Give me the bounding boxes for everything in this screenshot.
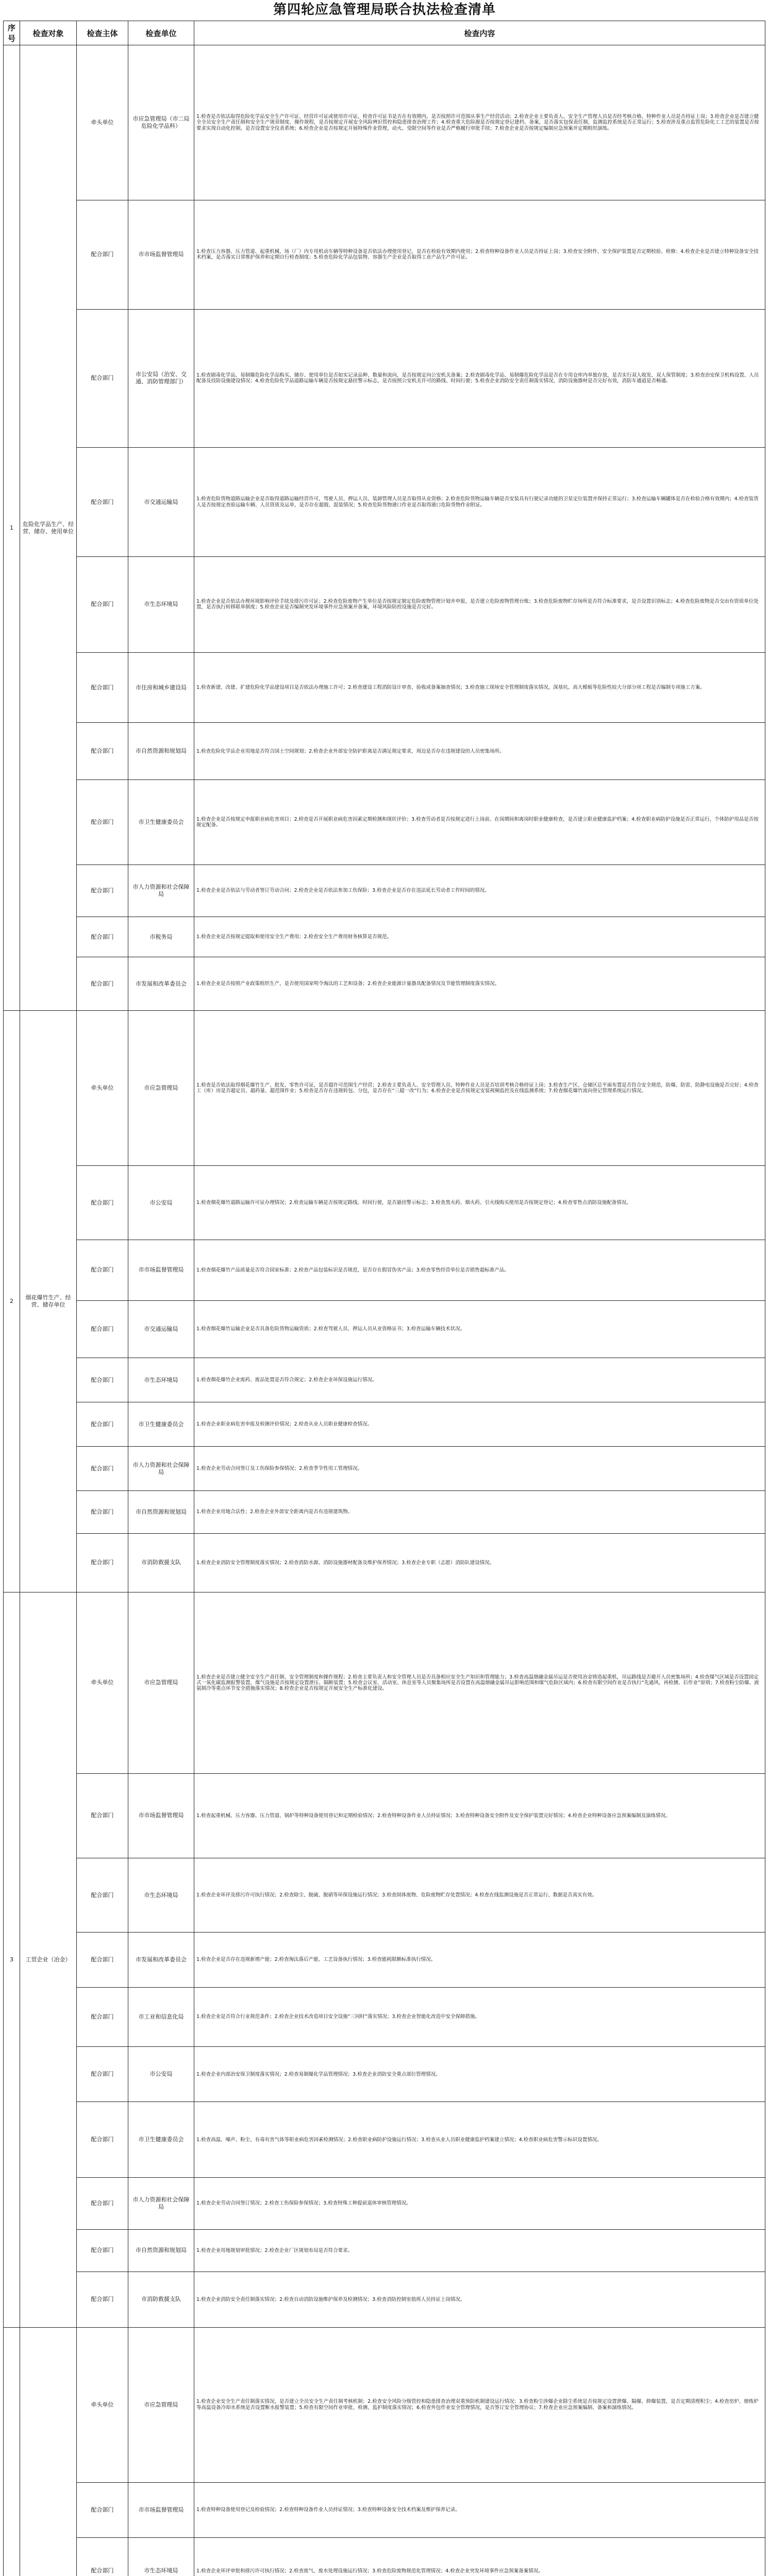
- cell-unit: 市消防救援支队: [128, 1533, 194, 1592]
- cell-unit: 市卫生健康委员会: [128, 2102, 194, 2178]
- cell-unit: 市生态环境局: [128, 2538, 194, 2576]
- cell-content: 1.检查企业消防安全管理制度落实情况；2.检查消防水源、消防设施器材配备及维护保养情况；3.检查企业专职（志愿）消防队建设情况。: [194, 1533, 765, 1592]
- cell-subject: 配合部门: [77, 1858, 128, 1932]
- cell-unit: 市自然资源和规划局: [128, 1491, 194, 1533]
- cell-unit: 市税务局: [128, 917, 194, 957]
- table-row: [4, 309, 765, 448]
- cell-content: 1.检查企业是否存在违规新增产能；2.检查淘汰落后产能、工艺设备执行情况；3.检查能耗限额标准执行情况。: [194, 1932, 765, 1988]
- cell-subject: 配合部门: [77, 2538, 128, 2576]
- cell-subject: 配合部门: [77, 2102, 128, 2178]
- cell-unit: 市发展和改革委员会: [128, 1932, 194, 1988]
- cell-subject: 配合部门: [77, 2229, 128, 2272]
- cell-subject: 配合部门: [77, 1491, 128, 1533]
- table-row: [4, 1858, 765, 1932]
- table-row: [4, 1358, 765, 1402]
- cell-subject: 牵头单位: [77, 2327, 128, 2482]
- cell-content: 1.检查企业用地规划审批情况；2.检查企业厂区规划布局是否符合要求。: [194, 2229, 765, 2272]
- table-row: [4, 1592, 765, 1773]
- cell-content: 1.检查危险化学品企业用地是否符合国土空间规划；2.检查企业外部安全防护距离是否满足规定要求，周边是否存在违规建设的人员密集场所。: [194, 723, 765, 780]
- table-row: [4, 1240, 765, 1300]
- table-body: [4, 45, 765, 2576]
- cell-content: 1.检查企业安全生产责任制落实情况，是否建立全员安全生产责任制考核机制；2.检查安全风险分级管控和隐患排查治理双重预防机制建设运行情况；3.检查粉尘涉爆企业除尘系统是否按规定设置泄爆、隔爆、抑爆装置，是否定期清理积尘；4.检查窑炉、熔炼炉等高温设备冷却水系统是否设置断水报警装置；5.检查有限空间作业审批、检测、监护制度落实情况；6.检查外包作业安全管理情况，是否签订安全管理协议；7.检查企业应急预案编制、备案和演练情况。: [194, 2327, 765, 2482]
- cell-subject: 配合部门: [77, 2046, 128, 2102]
- cell-unit: 市生态环境局: [128, 1858, 194, 1932]
- cell-subject: 牵头单位: [77, 1011, 128, 1166]
- cell-subject: 配合部门: [77, 1166, 128, 1240]
- cell-subject: 配合部门: [77, 1240, 128, 1300]
- table-row: [4, 1773, 765, 1858]
- cell-no: 2: [4, 1011, 20, 1592]
- cell-unit: 市住房和城乡建设局: [128, 653, 194, 723]
- cell-subject: 配合部门: [77, 1402, 128, 1447]
- cell-unit: 市市场监督管理局: [128, 200, 194, 309]
- cell-content: 1.检查企业是否依法办理环境影响评价手续及排污许可证；2.检查危险废物产生单位是否按规定制定危险废物管理计划并申报，是否建立危险废物管理台账；3.检查危险废物贮存场所是否符合标准要求，是否设置识别标志；4.检查危险废物是否交由有资质单位处置，是否执行转移联单制度；5.检查企业是否编制突发环境事件应急预案并备案，环境风险防控设施是否完好。: [194, 556, 765, 652]
- cell-unit: 市市场监督管理局: [128, 2482, 194, 2538]
- cell-content: 1.检查烟花爆竹运输企业是否具备危险货物运输资质；2.检查驾驶人员、押运人员从业资格证书；3.检查运输车辆技术状况。: [194, 1301, 765, 1358]
- table-row: [4, 1447, 765, 1491]
- table-row: [4, 957, 765, 1011]
- cell-content: 1.检查企业内部治安保卫制度落实情况；2.检查易制爆化学品管理情况；3.检查企业消防安全重点部位管理情况。: [194, 2046, 765, 2102]
- cell-content: 1.检查企业是否建立健全安全生产责任制、安全管理制度和操作规程；2.检查主要负责人和安全管理人员是否具备相应安全生产知识和管理能力；3.检查高温熔融金属吊运是否使用冶金铸造起重机，吊运路线是否避开人员密集场所；4.检查煤气区域是否设置固定式一氧化碳监测报警装置，煤气设施是否按规定设置泄压、隔断装置；5.检查会议室、活动室、休息室等人员聚集场所是否设置在高温熔融金属吊运影响范围和煤气危险区域内；6.检查有限空间作业是否执行“先通风、再检测、后作业”原则；7.检查粉尘防爆、液氨制冷等重点环节安全措施落实情况；8.检查企业是否按规定开展安全生产标准化建设。: [194, 1592, 765, 1773]
- cell-content: 1.检查企业是否按规定提取和使用安全生产费用；2.检查安全生产费用财务核算是否规范。: [194, 917, 765, 957]
- cell-unit: 市人力资源和社会保障局: [128, 1447, 194, 1491]
- cell-unit: 市交通运输局: [128, 448, 194, 556]
- cell-unit: 市应急管理局: [128, 1592, 194, 1773]
- cell-subject: 配合部门: [77, 1773, 128, 1858]
- cell-subject: 配合部门: [77, 1301, 128, 1358]
- cell-subject: 配合部门: [77, 917, 128, 957]
- cell-object: [20, 2327, 77, 2576]
- table-row: [4, 2482, 765, 2538]
- cell-unit: 市消防救援支队: [128, 2272, 194, 2328]
- table-row: [4, 2327, 765, 2482]
- cell-unit: 市公安局: [128, 2046, 194, 2102]
- cell-unit: 市公安局: [128, 1166, 194, 1240]
- cell-unit: 市交通运输局: [128, 1301, 194, 1358]
- cell-unit: 市市场监督管理局: [128, 1240, 194, 1300]
- cell-content: 1.检查是否依法取得危险化学品安全生产许可证、经营许可证或使用许可证，检查许可证书是否在有效期内，是否按照许可范围从事生产经营活动；2.检查企业主要负责人、安全生产管理人员是否经考核合格，特种作业人员是否持证上岗；3.检查企业是否建立健全全员安全生产责任制和安全生产规章制度、操作规程，是否按规定开展安全风险辨识管控和隐患排查治理工作；4.检查重大危险源是否按规定登记建档、备案，是否落实包保责任制，监测监控系统是否正常运行；5.检查涉及重点监管危险化工工艺的装置是否按要求实现自动化控制，是否设置安全仪表系统；6.检查企业是否按规定开展特殊作业管理，动火、受限空间等作业是否严格履行审批手续；7.检查企业是否按规定编制应急预案并定期组织演练。: [194, 45, 765, 200]
- cell-unit: 市市场监督管理局: [128, 1773, 194, 1858]
- table-row: [4, 653, 765, 723]
- cell-subject: 配合部门: [77, 1358, 128, 1402]
- cell-content: 1.检查企业环评及排污许可执行情况；2.检查除尘、脱硫、脱硝等环保设施运行情况；3.检查固体废物、危险废物贮存处置情况；4.检查在线监测设施是否正常运行、数据是否真实有效。: [194, 1858, 765, 1932]
- cell-no: [4, 2327, 20, 2576]
- cell-subject: 配合部门: [77, 723, 128, 780]
- cell-subject: 牵头单位: [77, 45, 128, 200]
- table-row: [4, 2272, 765, 2328]
- table-row: [4, 2046, 765, 2102]
- cell-unit: 市人力资源和社会保障局: [128, 865, 194, 917]
- table-row: [4, 1301, 765, 1358]
- cell-content: 1.检查企业环评审批和排污许可执行情况；2.检查废气、废水处理设施运行情况；3.检查危险废物规范化管理情况；4.检查企业突发环境事件应急预案备案情况。: [194, 2538, 765, 2576]
- cell-unit: 市应急管理局: [128, 2327, 194, 2482]
- cell-unit: 市应急管理局: [128, 1011, 194, 1166]
- table-row: [4, 2178, 765, 2229]
- cell-object: 危险化学品生产、经营、储存、使用单位: [20, 45, 77, 1011]
- cell-subject: 配合部门: [77, 1988, 128, 2047]
- cell-content: 1.检查高温、噪声、粉尘、有毒有害气体等职业病危害因素检测情况；2.检查职业病防护设施运行情况；3.检查从业人员职业健康监护档案建立情况；4.检查职业病危害警示标识设置情况。: [194, 2102, 765, 2178]
- header-subject: 检查主体: [77, 21, 128, 45]
- cell-no: 1: [4, 45, 20, 1011]
- cell-content: 1.检查压力容器、压力管道、起重机械、场（厂）内专用机动车辆等特种设备是否依法办理使用登记，是否在检验有效期内使用；2.检查特种设备作业人员是否持证上岗；3.检查安全附件、安全保护装置是否定期校验、检修；4.检查企业是否建立特种设备安全技术档案，是否落实日常维护保养和定期自行检查制度；5.检查危险化学品包装物、容器生产企业是否取得工业产品生产许可证。: [194, 200, 765, 309]
- table-row: [4, 45, 765, 200]
- header-object: 检查对象: [20, 21, 77, 45]
- cell-subject: 配合部门: [77, 200, 128, 309]
- table-row: [4, 448, 765, 556]
- table-row: [4, 2538, 765, 2576]
- cell-subject: 配合部门: [77, 2272, 128, 2328]
- table-row: [4, 2102, 765, 2178]
- cell-content: 1.检查烟花爆竹企业废药、废品处置是否符合规定；2.检查企业环保设施运行情况。: [194, 1358, 765, 1402]
- cell-content: 1.检查剧毒化学品、易制爆危险化学品购买、储存、使用单位是否如实记录品种、数量和流向，是否按规定向公安机关备案；2.检查剧毒化学品、易制爆危险化学品是否在专用仓库内单独存放，是否实行双人收发、双人保管制度；3.检查治安保卫机构设置、人员配备及技防设施建设情况；4.检查危险化学品道路运输车辆是否按规定悬挂警示标志，是否按照公安机关许可的路线、时间行驶；5.检查企业消防安全责任制落实情况，消防设施器材是否完好有效，消防车通道是否畅通。: [194, 309, 765, 448]
- cell-subject: 配合部门: [77, 448, 128, 556]
- cell-content: 1.检查企业职业病危害申报及检测评价情况；2.检查从业人员职业健康检查情况。: [194, 1402, 765, 1447]
- cell-unit: 市工业和信息化局: [128, 1988, 194, 2047]
- cell-subject: 配合部门: [77, 780, 128, 865]
- cell-subject: 配合部门: [77, 2178, 128, 2229]
- document-title: 第四轮应急管理局联合执法检查清单: [273, 2, 496, 18]
- cell-content: 1.检查企业是否符合行业规范条件；2.检查企业技术改造项目安全设施“三同时”落实情况；3.检查企业智能化改造中安全保障措施。: [194, 1988, 765, 2047]
- header-no: 序号: [4, 21, 20, 45]
- cell-object: 烟花爆竹生产、经营、储存单位: [20, 1011, 77, 1592]
- cell-unit: 市卫生健康委员会: [128, 1402, 194, 1447]
- cell-content: 1.检查企业消防安全责任制落实情况；2.检查自动消防设施维护保养及检测情况；3.检查消防控制室值班人员持证上岗情况。: [194, 2272, 765, 2328]
- cell-content: 1.检查起重机械、压力容器、压力管道、锅炉等特种设备使用登记和定期检验情况；2.检查特种设备作业人员持证情况；3.检查特种设备安全附件及安全保护装置完好情况；4.检查企业特种设备应急预案编制及演练情况。: [194, 1773, 765, 1858]
- table-row: [4, 723, 765, 780]
- cell-unit: 市应急管理局（市二局危险化学品科）: [128, 45, 194, 200]
- cell-unit: 市人力资源和社会保障局: [128, 2178, 194, 2229]
- cell-subject: 牵头单位: [77, 1592, 128, 1773]
- cell-content: 1.检查是否依法取得烟花爆竹生产、批发、零售许可证，是否超许可范围生产经营；2.检查主要负责人、安全管理人员、特种作业人员是否培训考核合格持证上岗；3.检查生产区、仓储区总平面布置是否符合安全规范，防爆、防雷、防静电设施是否完好；4.检查工（库）房是否超定员、超药量、超范围作业；5.检查是否存在违规转包、分包，是否存在“三超一改”行为；6.检查企业是否按规定安装视频监控及在线监测系统；7.检查烟花爆竹流向登记管理系统运行情况。: [194, 1011, 765, 1166]
- table-row: [4, 1988, 765, 2047]
- table-row: [4, 1011, 765, 1166]
- cell-unit: 市自然资源和规划局: [128, 723, 194, 780]
- cell-content: 1.检查企业是否依法与劳动者签订劳动合同；2.检查企业是否依法参加工伤保险；3.检查企业是否存在违法延长劳动者工作时间的情况。: [194, 865, 765, 917]
- cell-unit: 市发展和改革委员会: [128, 957, 194, 1011]
- table-row: [4, 200, 765, 309]
- table-row: [4, 1533, 765, 1592]
- cell-content: 1.检查烟花爆竹产品质量是否符合国家标准；2.检查产品包装标识是否规范，是否存在假冒伪劣产品；3.检查零售经营单位是否销售超标准产品。: [194, 1240, 765, 1300]
- table-row: [4, 917, 765, 957]
- cell-content: 1.检查企业用地合法性；2.检查企业外部安全距离内是否有违规建筑物。: [194, 1491, 765, 1533]
- table-row: [4, 1166, 765, 1240]
- cell-subject: 配合部门: [77, 1447, 128, 1491]
- cell-content: 1.检查企业劳动合同签订及工伤保险参保情况；2.检查季节性用工管理情况。: [194, 1447, 765, 1491]
- cell-unit: 市生态环境局: [128, 1358, 194, 1402]
- inspection-table: [3, 21, 765, 2576]
- cell-content: 1.检查特种设备使用登记及检验情况；2.检查特种设备作业人员持证情况；3.检查特种设备安全技术档案及维护保养记录。: [194, 2482, 765, 2538]
- header-unit: 检查单位: [128, 21, 194, 45]
- cell-content: 1.检查企业劳动合同签订情况；2.检查工伤保险参保情况；3.检查特殊工种提前退休审核管理情况。: [194, 2178, 765, 2229]
- cell-unit: 市生态环境局: [128, 556, 194, 652]
- cell-subject: 配合部门: [77, 1932, 128, 1988]
- cell-content: 1.检查企业是否按规定申报职业病危害项目；2.检查是否开展职业病危害因素定期检测和现状评价；3.检查劳动者是否按规定进行上岗前、在岗期间和离岗时职业健康检查，是否建立职业健康监护档案；4.检查职业病防护设施是否正常运行，个体防护用品是否按规定配备。: [194, 780, 765, 865]
- cell-content: 1.检查烟花爆竹道路运输许可证办理情况；2.检查运输车辆是否按规定路线、时间行驶，是否悬挂警示标志；3.检查黑火药、烟火药、引火线购买使用是否按规定登记；4.检查零售点消防设施配备情况。: [194, 1166, 765, 1240]
- cell-subject: 配合部门: [77, 556, 128, 652]
- cell-unit: 市公安局（治安、交通、消防管理部门）: [128, 309, 194, 448]
- cell-content: 1.检查危险货物道路运输企业是否取得道路运输经营许可，驾驶人员、押运人员、装卸管理人员是否取得从业资格；2.检查危险货物运输车辆是否安装具有行驶记录功能的卫星定位装置并保持正常运行；3.检查运输车辆罐体是否在检验合格有效期内；4.检查装货人是否按规定查验运输车辆、人员资质及运单，是否存在超载、混装情况；5.检查危险货物港口作业是否取得港口危险货物作业附证。: [194, 448, 765, 556]
- cell-unit: 市自然资源和规划局: [128, 2229, 194, 2272]
- cell-subject: 配合部门: [77, 309, 128, 448]
- table-row: [4, 556, 765, 652]
- cell-subject: 配合部门: [77, 865, 128, 917]
- cell-content: 1.检查企业是否按照产业政策组织生产，是否使用国家明令淘汰的工艺和设备；2.检查企业能源计量器具配备情况及节能管理制度落实情况。: [194, 957, 765, 1011]
- table-row: [4, 2229, 765, 2272]
- header-content: 检查内容: [194, 21, 765, 45]
- cell-subject: 配合部门: [77, 1533, 128, 1592]
- cell-subject: 配合部门: [77, 653, 128, 723]
- table-header-row: [4, 21, 765, 45]
- cell-object: 工贸企业（冶金）: [20, 1592, 77, 2327]
- table-row: [4, 865, 765, 917]
- cell-subject: 配合部门: [77, 2482, 128, 2538]
- table-row: [4, 1932, 765, 1988]
- table-row: [4, 1402, 765, 1447]
- table-row: [4, 1491, 765, 1533]
- cell-unit: 市卫生健康委员会: [128, 780, 194, 865]
- cell-subject: 配合部门: [77, 957, 128, 1011]
- cell-content: 1.检查新建、改建、扩建危险化学品建设项目是否依法办理施工许可；2.检查建设工程消防设计审查、验收或备案抽查情况；3.检查施工现场安全管理制度落实情况，深基坑、高大模板等危险性较大分部分项工程是否编制专项施工方案。: [194, 653, 765, 723]
- table-row: [4, 780, 765, 865]
- cell-no: 3: [4, 1592, 20, 2327]
